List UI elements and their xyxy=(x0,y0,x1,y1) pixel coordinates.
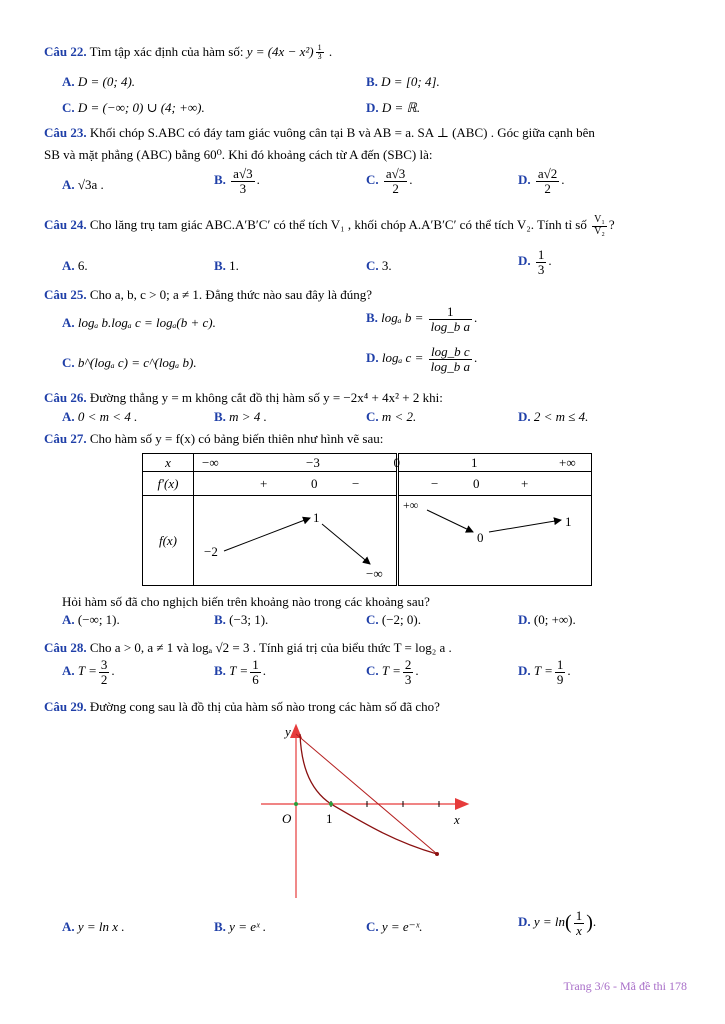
q26-text: Đường thẳng y = m không cắt đồ thị hàm số y = −2x⁴ + 4x² + 2 khi: xyxy=(89,390,443,405)
q22-option-b[interactable]: B. D = [0; 4]. xyxy=(366,74,440,89)
vt-arrow-down-1 xyxy=(322,524,370,564)
q24-option-c[interactable]: C. 3. xyxy=(366,258,392,273)
x-axis-label: x xyxy=(454,812,460,827)
q27-option-a[interactable]: A. (−∞; 1). xyxy=(62,612,120,627)
q27-label: Câu 27. xyxy=(44,431,87,446)
q28-label: Câu 28. xyxy=(44,640,87,655)
vt-arrow-up-2 xyxy=(489,520,561,532)
variation-table xyxy=(142,453,592,586)
curve-end-point xyxy=(435,852,439,856)
q23-option-a[interactable]: A. √3a . xyxy=(62,177,104,192)
vt-fp-label: f′(x) xyxy=(143,472,194,496)
vt-f-row-left: −2 1 −∞ xyxy=(194,496,398,586)
q29-option-a[interactable]: A. y = ln x . xyxy=(62,919,125,934)
q24-ratio: $\frac{\text{V₁}}{\text{V₂}}$ xyxy=(594,214,605,237)
tick-label-1: 1 xyxy=(326,811,333,826)
q29-stem xyxy=(44,699,440,715)
q23-line1: Khối chóp S.ABC có đáy tam giác vuông cân tại B và AB = a. SA ⊥ (ABC) . Góc giữa cạnh bên xyxy=(89,125,595,140)
q28-option-c[interactable]: C. T = $\frac{2}{3}$ . xyxy=(366,657,419,687)
q26-option-a[interactable]: A. 0 < m < 4 . xyxy=(62,409,138,424)
q22-label: Câu 22. xyxy=(44,44,87,59)
q27-question: Hỏi hàm số đã cho nghịch biến trên khoảng nào trong các khoảng sau? xyxy=(62,594,430,609)
point-1-0 xyxy=(329,802,333,806)
q28-option-b[interactable]: B. T = $\frac{1}{6}$ . xyxy=(214,657,266,687)
y-axis-label: y xyxy=(285,724,291,739)
q25-option-b[interactable]: B. logₐ b = $\frac{1}{\text{log\_b a}}$ . xyxy=(366,304,478,334)
q22-exponent: $\frac{1}{3}$ xyxy=(317,43,322,62)
vt-fp-row-left: + 0 − xyxy=(194,472,398,496)
q23-label: Câu 23. xyxy=(44,125,87,140)
q28-option-d[interactable]: D. T = $\frac{1}{9}$ . xyxy=(518,657,571,687)
vt-fp-row-right: − 0 + xyxy=(398,472,592,496)
q25-option-a[interactable]: A. logₐ b.logₐ c = logₐ(b + c). xyxy=(62,315,216,330)
q29-text: Đường cong sau là đồ thị của hàm số nào trong các hàm số đã cho? xyxy=(89,699,440,714)
q27-text: Cho hàm số y = f(x) có bảng biến thiên như hình vẽ sau: xyxy=(89,431,384,446)
q23-option-c[interactable]: C. $\frac{a√3}{2}$ . xyxy=(366,166,413,196)
vt-f-row-right: +∞ 0 1 xyxy=(398,496,592,586)
q22-option-d[interactable]: D. D = ℝ. xyxy=(366,100,421,115)
q22-option-c[interactable]: C. D = (−∞; 0) ∪ (4; +∞). xyxy=(62,100,205,115)
q23-option-b[interactable]: B. $\frac{a√3}{3}$ . xyxy=(214,166,260,196)
vt-arrows-left xyxy=(194,496,396,586)
vt-arrows-right xyxy=(399,496,591,586)
origin-label: O xyxy=(282,811,292,826)
q22-option-a[interactable]: A. D = (0; 4). xyxy=(62,74,136,89)
q27-option-d[interactable]: D. (0; +∞). xyxy=(518,612,576,627)
q25-text: Cho a, b, c > 0; a ≠ 1. Đẳng thức nào sau đây là đúng? xyxy=(89,287,373,302)
q22-func: y = (4x − x²) xyxy=(246,44,314,59)
q24-label: Câu 24. xyxy=(44,216,87,232)
q24-stem: Câu 24. Cho lăng trụ tam giác ABC.A′B′C′ có thể tích V₁ , khối chóp A.A′B′C′ có thể tích V₂. Tính tỉ số $\frac{\text{V₁}}{\text{V₂}}$ ? xyxy=(44,214,615,237)
q24-text: Cho lăng trụ tam giác ABC.A′B′C′ có thể tích V₁ , khối chóp A.A′B′C′ có thể tích V₂. Tính tỉ số xyxy=(89,216,587,232)
secant-line xyxy=(296,734,437,854)
q26-stem xyxy=(44,390,443,406)
vt-x-row-right: 1 +∞ xyxy=(398,454,592,472)
q25-option-d[interactable]: D. logₐ c = $\frac{\text{log\_b c}}{\text{log\_b a}}$ . xyxy=(366,344,478,374)
q26-option-d[interactable]: D. 2 < m ≤ 4. xyxy=(518,409,589,424)
origin-point xyxy=(294,802,298,806)
vt-arrow-up-1 xyxy=(224,518,310,551)
vt-f-label: f(x) xyxy=(143,496,194,586)
q24-option-b[interactable]: B. 1. xyxy=(214,258,239,273)
vt-arrow-down-2 xyxy=(427,510,473,532)
q22-stem: Câu 22. Tìm tập xác định của hàm số: y = (4x − x²) $\frac{1}{3}$ . xyxy=(44,43,333,62)
q26-option-c[interactable]: C. m < 2. xyxy=(366,409,417,424)
q28-option-a[interactable]: A. T = $\frac{3}{2}$ . xyxy=(62,657,115,687)
q29-graph xyxy=(255,720,475,902)
page-footer: Trang 3/6 - Mã đề thi 178 xyxy=(563,979,687,993)
q22-text: Tìm tập xác định của hàm số: xyxy=(89,44,244,59)
q28-text: Cho a > 0, a ≠ 1 và logₐ √2 = 3 . Tính giá trị của biểu thức T = log₂ a . xyxy=(89,640,452,655)
q26-option-b[interactable]: B. m > 4 . xyxy=(214,409,267,424)
vt-x-row-left: −∞ −3 0 xyxy=(194,454,398,472)
q24-option-a[interactable]: A. 6. xyxy=(62,258,88,273)
q26-label: Câu 26. xyxy=(44,390,87,405)
q29-option-c[interactable]: C. y = e⁻ˣ. xyxy=(366,919,423,934)
q29-option-d[interactable]: D. y = ln( $\frac{1}{x}$ ). xyxy=(518,908,597,938)
q25-label: Câu 25. xyxy=(44,287,87,302)
q27-stem xyxy=(44,431,383,447)
q25-stem xyxy=(44,287,372,303)
q28-stem xyxy=(44,640,452,656)
q23-stem xyxy=(44,125,689,141)
q27-option-b[interactable]: B. (−3; 1). xyxy=(214,612,269,627)
q29-option-b[interactable]: B. y = eˣ . xyxy=(214,919,267,934)
q23-option-d[interactable]: D. $\frac{a√2}{2}$ . xyxy=(518,166,565,196)
q24-option-d[interactable]: D. $\frac{1}{3}$ . xyxy=(518,247,552,277)
q27-option-c[interactable]: C. (−2; 0). xyxy=(366,612,421,627)
q23-line2: SB và mặt phẳng (ABC) bằng 60⁰. Khi đó khoảng cách từ A đến (SBC) là: xyxy=(44,147,433,162)
vt-x-label: x xyxy=(143,454,194,472)
q25-option-c[interactable]: C. b^(logₐ c) = c^(logₐ b). xyxy=(62,355,197,370)
q29-label: Câu 29. xyxy=(44,699,87,714)
